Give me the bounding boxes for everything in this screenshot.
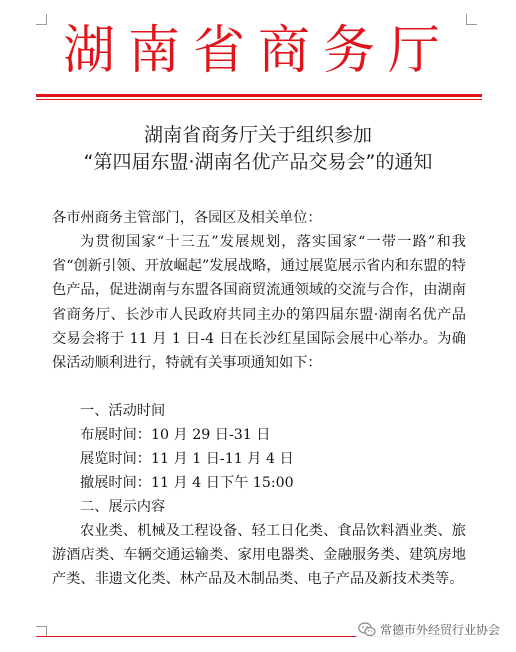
categories-paragraph: 农业类、机械及工程设备、轻工日化类、食品饮料酒业类、旅游酒店类、车辆交通运输类、家用电器类、金融服务类、建筑房地产类、非遗文化类、林产品及木制品类、电子产品及新技术类等。	[52, 523, 466, 588]
intro-paragraph: 为贯彻国家“十三五”发展规划，落实国家“一带一路”和我省“创新引领、开放崛起”发展战略，通过展览展示省内和东盟的特色产品，促进湖南与东盟各国商贸流通领域的交流与合作，由湖南省商务厅、长沙市人民政府共同主办的第四届东盟·湖南名优产品交易会将于 11 月 1 日-4 日在长沙红星国际会展中心举办。为确保活动顺利进行，特就有关事项通知如下：	[52, 234, 466, 372]
teardown-time: 撤展时间：11 月 4 日下午 15:00	[80, 475, 294, 491]
section-heading-content: 二、展示内容	[80, 499, 166, 515]
greeting: 各市州商务主管部门，各园区及相关单位：	[52, 210, 322, 226]
wechat-icon	[358, 622, 376, 637]
letterhead-rule-thin	[36, 99, 482, 100]
setup-time: 布展时间：10 月 29 日-31 日	[80, 427, 271, 443]
letterhead-rule-thick	[36, 94, 482, 97]
watermark-text: 常德市外经贸行业协会	[379, 623, 500, 637]
document-title-line2: “第四届东盟·湖南名优产品交易会”的通知	[83, 151, 433, 173]
letterhead-title: 湖南省商务厅	[62, 21, 453, 81]
section-heading-time: 一、活动时间	[80, 403, 166, 419]
exhibit-time: 展览时间：11 月 1 日-11 月 4 日	[80, 451, 294, 467]
document-title-line1: 湖南省商务厅关于组织参加	[143, 124, 372, 146]
watermark	[356, 620, 502, 639]
